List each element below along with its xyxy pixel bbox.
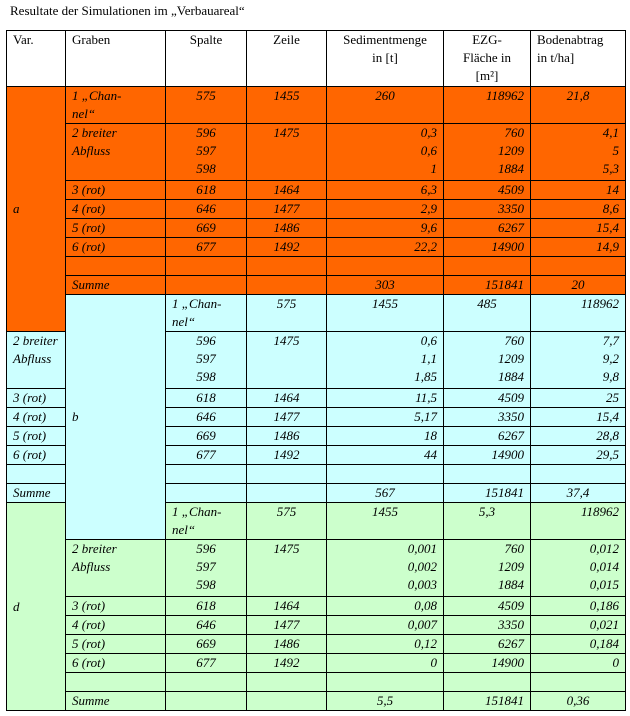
cell-ezg: 118962: [531, 503, 626, 540]
empty-cell: [327, 465, 444, 484]
variant-label: a: [7, 87, 66, 332]
cell-spalte: 669: [166, 219, 247, 238]
table-row: [7, 124, 626, 181]
cell-line: Abfluss: [13, 351, 52, 366]
cell-sediment: 5,17: [327, 408, 444, 427]
cell-summe-label: Summe: [7, 484, 66, 503]
cell-line: 0,6: [420, 143, 437, 158]
variant-label: d: [7, 503, 66, 711]
table-row: [7, 692, 626, 711]
cell-line: nel“: [172, 522, 196, 537]
cell-spalte: 646: [166, 408, 247, 427]
cell-graben: [66, 87, 166, 124]
empty-cell: [444, 257, 531, 276]
cell-graben: 5 (rot): [66, 635, 166, 654]
cell-sediment: 0: [327, 654, 444, 673]
cell-zeile: 1455: [327, 503, 444, 540]
results-body: [7, 87, 626, 711]
cell-ezg: 151841: [444, 692, 531, 711]
cell-zeile: 1475: [247, 124, 327, 181]
cell-line: 2 breiter: [13, 333, 58, 348]
cell-line: 597: [196, 143, 216, 158]
cell-ezg: 4509: [444, 181, 531, 200]
table-row: [7, 597, 626, 616]
table-row: [7, 200, 626, 219]
cell-graben: [66, 540, 166, 597]
cell-line: nel“: [72, 106, 96, 121]
cell-graben: [166, 295, 247, 332]
cell-spalte: [166, 332, 247, 389]
cell-boden: 8,6: [531, 200, 626, 219]
cell-zeile: 1455: [247, 87, 327, 124]
cell-sediment: 2,9: [327, 200, 444, 219]
cell-line: 1209: [498, 351, 524, 366]
cell-zeile: 1492: [247, 654, 327, 673]
header-text: in t/ha]: [537, 50, 575, 65]
cell-line: 2 breiter: [72, 125, 117, 140]
header-graben: Graben: [66, 31, 166, 87]
table-row: [7, 219, 626, 238]
empty-cell: [247, 692, 327, 711]
cell-graben: 6 (rot): [7, 446, 66, 465]
cell-sediment: 9,6: [327, 219, 444, 238]
cell-sediment: 5,5: [327, 692, 444, 711]
header-text: Bodenabtrag: [537, 32, 604, 47]
cell-graben: 5 (rot): [66, 219, 166, 238]
cell-spalte: 669: [166, 427, 247, 446]
cell-line: 760: [504, 541, 524, 556]
cell-graben: 4 (rot): [66, 200, 166, 219]
cell-ezg: 14900: [444, 446, 531, 465]
results-table: [6, 30, 626, 711]
cell-ezg: 151841: [444, 276, 531, 295]
cell-sediment: 567: [327, 484, 444, 503]
cell-ezg: 4509: [444, 389, 531, 408]
empty-cell: [247, 484, 327, 503]
cell-zeile: 1486: [247, 219, 327, 238]
table-title: Resultate der Simulationen im „Verbauareal“: [10, 3, 245, 18]
header-text: in [t]: [372, 50, 398, 65]
cell-line: 0,6: [420, 333, 437, 348]
cell-line: Abfluss: [72, 559, 111, 574]
cell-sediment: [327, 124, 444, 181]
cell-sediment: 0,08: [327, 597, 444, 616]
cell-line: 596: [196, 541, 216, 556]
cell-summe-label: Summe: [66, 692, 166, 711]
cell-ezg: 118962: [531, 295, 626, 332]
cell-line: nel“: [172, 314, 196, 329]
table-row: [7, 673, 626, 692]
cell-sediment: 485: [444, 295, 531, 332]
empty-cell: [166, 465, 247, 484]
cell-line: 0,003: [407, 577, 437, 592]
cell-line: 7,7: [602, 333, 619, 348]
cell-line: 760: [504, 333, 524, 348]
cell-line: 1: [430, 161, 437, 176]
cell-ezg: [444, 332, 531, 389]
cell-line: 5: [612, 143, 619, 158]
cell-ezg: 3350: [444, 200, 531, 219]
header-text: Fläche in: [462, 50, 511, 65]
cell-sediment: 44: [327, 446, 444, 465]
cell-spalte: 646: [166, 200, 247, 219]
cell-zeile: 1477: [247, 616, 327, 635]
cell-sediment: 6,3: [327, 181, 444, 200]
table-row: [7, 276, 626, 295]
empty-cell: [66, 673, 166, 692]
header-sediment: [327, 31, 444, 87]
cell-spalte: [166, 540, 247, 597]
cell-sediment: [327, 540, 444, 597]
cell-zeile: 1464: [247, 181, 327, 200]
cell-boden: 14,9: [531, 238, 626, 257]
cell-boden: 0: [531, 654, 626, 673]
cell-sediment: 18: [327, 427, 444, 446]
cell-line: 597: [196, 351, 216, 366]
cell-spalte: 677: [166, 446, 247, 465]
cell-sediment: [327, 332, 444, 389]
header-boden: [531, 31, 626, 87]
table-row: [7, 257, 626, 276]
cell-sediment: 22,2: [327, 238, 444, 257]
cell-sediment: 0,12: [327, 635, 444, 654]
cell-line: 0,012: [589, 541, 619, 556]
empty-cell: [444, 465, 531, 484]
cell-sediment: 0,007: [327, 616, 444, 635]
cell-graben: [166, 503, 247, 540]
cell-line: 0,3: [420, 125, 437, 140]
cell-line: 4,1: [602, 125, 619, 140]
cell-line: 0,001: [407, 541, 437, 556]
cell-zeile: 1464: [247, 597, 327, 616]
empty-cell: [66, 257, 166, 276]
table-row: [7, 238, 626, 257]
cell-graben: 6 (rot): [66, 654, 166, 673]
cell-boden: 0,186: [531, 597, 626, 616]
table-row: [7, 616, 626, 635]
variant-label: b: [66, 295, 166, 540]
empty-cell: [166, 257, 247, 276]
cell-sediment: 5,3: [444, 503, 531, 540]
cell-boden: 0,36: [531, 692, 626, 711]
cell-line: 1,85: [414, 369, 437, 384]
cell-line: 1,1: [420, 351, 437, 366]
cell-summe-label: Summe: [66, 276, 166, 295]
cell-boden: [531, 124, 626, 181]
cell-sediment: 11,5: [327, 389, 444, 408]
cell-spalte: 646: [166, 616, 247, 635]
cell-sediment: 303: [327, 276, 444, 295]
cell-boden: 15,4: [531, 219, 626, 238]
table-row: [7, 87, 626, 124]
cell-boden: 0,184: [531, 635, 626, 654]
cell-boden: [531, 540, 626, 597]
cell-zeile: 1492: [247, 238, 327, 257]
cell-graben: 4 (rot): [66, 616, 166, 635]
empty-cell: [166, 692, 247, 711]
cell-line: 1 „Chan-: [172, 296, 222, 311]
cell-zeile: 1486: [247, 427, 327, 446]
cell-line: 0,014: [589, 559, 619, 574]
empty-cell: [247, 465, 327, 484]
cell-line: 598: [196, 161, 216, 176]
empty-cell: [166, 276, 247, 295]
header-text: EZG-: [472, 32, 502, 47]
cell-spalte: 618: [166, 597, 247, 616]
header-row: [7, 31, 626, 87]
cell-graben: 5 (rot): [7, 427, 66, 446]
cell-graben: 3 (rot): [66, 597, 166, 616]
header-spalte: Spalte: [166, 31, 247, 87]
cell-line: 1884: [498, 577, 524, 592]
table-row: [7, 635, 626, 654]
cell-boden: [531, 332, 626, 389]
cell-line: 9,8: [602, 369, 619, 384]
cell-line: 1209: [498, 559, 524, 574]
cell-spalte: 618: [166, 389, 247, 408]
cell-boden: 15,4: [531, 408, 626, 427]
cell-line: 598: [196, 369, 216, 384]
cell-boden: 21,8: [531, 87, 626, 124]
cell-spalte: 618: [166, 181, 247, 200]
cell-spalte: [166, 124, 247, 181]
cell-ezg: 14900: [444, 238, 531, 257]
cell-ezg: 14900: [444, 654, 531, 673]
empty-cell: [247, 257, 327, 276]
header-zeile: Zeile: [247, 31, 327, 87]
header-ezg: [444, 31, 531, 87]
cell-boden: 37,4: [531, 484, 626, 503]
empty-cell: [166, 673, 247, 692]
cell-spalte: 669: [166, 635, 247, 654]
empty-cell: [327, 257, 444, 276]
cell-line: 596: [196, 333, 216, 348]
empty-cell: [444, 673, 531, 692]
empty-cell: [531, 673, 626, 692]
cell-graben: 6 (rot): [66, 238, 166, 257]
cell-graben: 3 (rot): [66, 181, 166, 200]
cell-line: 9,2: [602, 351, 619, 366]
cell-graben: [7, 332, 66, 389]
cell-ezg: 4509: [444, 597, 531, 616]
cell-graben: 4 (rot): [7, 408, 66, 427]
cell-spalte: 575: [247, 503, 327, 540]
cell-ezg: 6267: [444, 219, 531, 238]
empty-cell: [531, 257, 626, 276]
empty-cell: [247, 276, 327, 295]
cell-zeile: 1486: [247, 635, 327, 654]
cell-ezg: 6267: [444, 635, 531, 654]
cell-line: 5,3: [602, 161, 619, 176]
cell-spalte: 575: [166, 87, 247, 124]
cell-line: Abfluss: [72, 143, 111, 158]
table-row: [7, 540, 626, 597]
cell-boden: 29,5: [531, 446, 626, 465]
cell-zeile: 1475: [247, 540, 327, 597]
cell-ezg: 6267: [444, 427, 531, 446]
table-row: [7, 654, 626, 673]
cell-zeile: 1455: [327, 295, 444, 332]
cell-line: 0,015: [589, 577, 619, 592]
cell-spalte: 677: [166, 654, 247, 673]
cell-line: 597: [196, 559, 216, 574]
table-row: [7, 295, 626, 332]
cell-boden: 28,8: [531, 427, 626, 446]
table-row: [7, 181, 626, 200]
cell-line: 596: [196, 125, 216, 140]
cell-zeile: 1464: [247, 389, 327, 408]
cell-zeile: 1477: [247, 200, 327, 219]
cell-sediment: 260: [327, 87, 444, 124]
cell-line: 1209: [498, 143, 524, 158]
cell-line: 1884: [498, 161, 524, 176]
header-text: Sedimentmenge: [343, 32, 427, 47]
cell-graben: 3 (rot): [7, 389, 66, 408]
header-var: Var.: [7, 31, 66, 87]
cell-zeile: 1492: [247, 446, 327, 465]
cell-ezg: [444, 540, 531, 597]
cell-boden: 25: [531, 389, 626, 408]
cell-ezg: 151841: [444, 484, 531, 503]
cell-spalte: 677: [166, 238, 247, 257]
header-text: [m²]: [475, 68, 499, 83]
cell-graben: [66, 124, 166, 181]
cell-spalte: 575: [247, 295, 327, 332]
cell-boden: 0,021: [531, 616, 626, 635]
empty-cell: [7, 465, 66, 484]
cell-line: 1884: [498, 369, 524, 384]
cell-line: 1 „Chan-: [72, 88, 122, 103]
cell-line: 760: [504, 125, 524, 140]
cell-ezg: 118962: [444, 87, 531, 124]
cell-line: 0,002: [407, 559, 437, 574]
empty-cell: [327, 673, 444, 692]
cell-boden: 14: [531, 181, 626, 200]
empty-cell: [531, 465, 626, 484]
empty-cell: [247, 673, 327, 692]
cell-ezg: 3350: [444, 616, 531, 635]
cell-line: 598: [196, 577, 216, 592]
cell-ezg: [444, 124, 531, 181]
cell-boden: 20: [531, 276, 626, 295]
empty-cell: [166, 484, 247, 503]
cell-zeile: 1477: [247, 408, 327, 427]
cell-ezg: 3350: [444, 408, 531, 427]
cell-line: 1 „Chan-: [172, 504, 222, 519]
cell-line: 2 breiter: [72, 541, 117, 556]
cell-zeile: 1475: [247, 332, 327, 389]
